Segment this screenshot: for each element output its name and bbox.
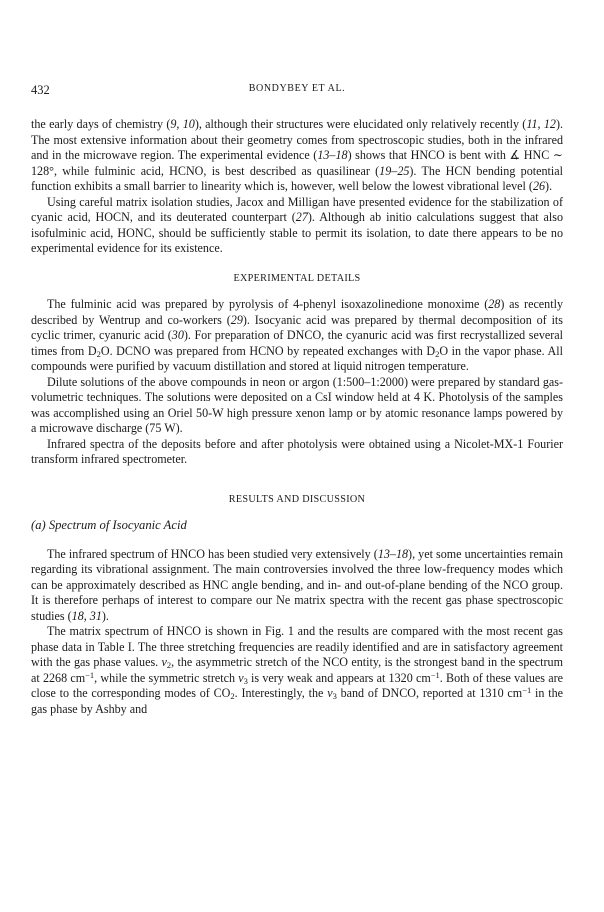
results-paragraph-2: The matrix spectrum of HNCO is shown in Fig. 1 and the results are compared with the most recent gas phase data in Table I. The three stretching frequencies are readily identified and are in satisfactory agreement with the gas phase values. $\nu_2$, the asymmetric stretch of the NCO entity, is the strongest band in the spectrum at 2268 $cm^{-1}$, while the symmetric stretch $\nu_3$ is very weak and appears at 1320 $cm^{-1}$. Both of these values are close to the corresponding modes of $CO_2$. Interestingly, the $\nu_3$ band of DNCO, reported at 1310 $cm^{-1}$ in the gas phase by Ashby and	[31, 624, 563, 716]
nu-symbol: ν	[161, 655, 167, 669]
subscript: 2	[435, 348, 440, 359]
section-heading-results: RESULTS AND DISCUSSION	[228, 493, 366, 505]
body-text	[31, 117, 563, 717]
intro-paragraph-1: the early days of chemistry (9, 10), although their structures were elucidated only relatively recently (11, 12). The most extensive information about their geometry comes from spectroscopic studies, both in the infrared and in the microwave region. The experimental evidence (13–18) shows that HNCO is bent with ∡ HNC ∼ 128°, while fulminic acid, HCNO, is best described as quasilinear (19–25). The HCN bending potential function exhibits a small barrier to linearity which is, however, well below the lowest vibrational level (26).	[31, 117, 563, 193]
experimental-paragraph-1: The fulminic acid was prepared by pyrolysis of 4-phenyl isoxazolinedione monoxime (28) as recently described by Wentrup and co-workers (29). Isocyanic acid was prepared by thermal decomposition of its cyclic trimer, cyanuric acid (30). For preparation of DNCO, the cyanuric acid was first recrystallized several times from $D_2O$. DCNO was prepared from HCNO by repeated exchanges with $D_2O$ in the vapor phase. All compounds were purified by vacuum distillation and stored at liquid nitrogen temperature.	[31, 297, 564, 373]
running-head	[31, 83, 563, 101]
subscript: 3	[332, 691, 337, 701]
reference: 11, 12	[526, 117, 556, 131]
reference: 9, 10	[170, 117, 195, 131]
reference: 30	[171, 328, 184, 342]
results-paragraph-1: The infrared spectrum of HNCO has been studied very extensively (13–18), yet some uncertainties remain regarding its vibrational assignment. The main controversies involved the three low-frequency modes which can be approximately described as HNC angle bending, and in- and out-of-plane bending of the NCO group. It is therefore perhaps of interest to compare our Ne matrix spectra with the recent gas phase spectroscopic studies (18, 31).	[31, 546, 563, 623]
reference: 26	[532, 179, 546, 193]
page-number: 432	[31, 83, 50, 97]
reference: 18, 31	[71, 608, 102, 623]
reference: 29	[230, 312, 243, 327]
intro-paragraph-2: Using careful matrix isolation studies, Jacox and Milligan have presented evidence for the stabilization of cyanic acid, HOCN, and its deuterated counterpart (27). Although ab initio calculations suggest that also isofulminic acid, HONC, should be sufficiently stable to permit its isolation, to date there appears to be no experimental evidence for its existence.	[31, 194, 563, 255]
reference: 13–18	[377, 546, 409, 561]
reference: 28	[488, 297, 501, 311]
reference: 13–18	[317, 148, 348, 162]
superscript: −1	[522, 685, 532, 695]
subscript: 2	[230, 691, 235, 701]
nu-symbol: ν	[238, 670, 244, 685]
nu-symbol: ν	[327, 686, 333, 700]
superscript: −1	[85, 669, 95, 680]
subsection-heading: (a) Spectrum of Isocyanic Acid	[31, 518, 187, 532]
subscript: 2	[96, 348, 101, 359]
subscript: 2	[166, 660, 172, 670]
section-heading-experimental: EXPERIMENTAL DETAILS	[233, 272, 361, 284]
superscript: −1	[430, 669, 440, 680]
reference: 19–25	[379, 163, 410, 178]
running-title: BONDYBEY ET AL.	[248, 83, 346, 94]
experimental-paragraph-3: Infrared spectra of the deposits before and after photolysis were obtained using a Nicolet-MX-1 Fourier transform infrared spectrometer.	[31, 436, 563, 466]
reference: 27	[295, 210, 308, 224]
subscript: 3	[243, 675, 248, 686]
experimental-paragraph-2: Dilute solutions of the above compounds in neon or argon (1:500–1:2000) were prepared by standard gas-volumetric techniques. The solutions were deposited on a CsI window held at 4 K. Photolysis of the samples was accomplished using an Oriel 50-W high pressure xenon lamp or by atomic resonance lamps powered by a microwave discharge (75 W).	[31, 374, 563, 435]
